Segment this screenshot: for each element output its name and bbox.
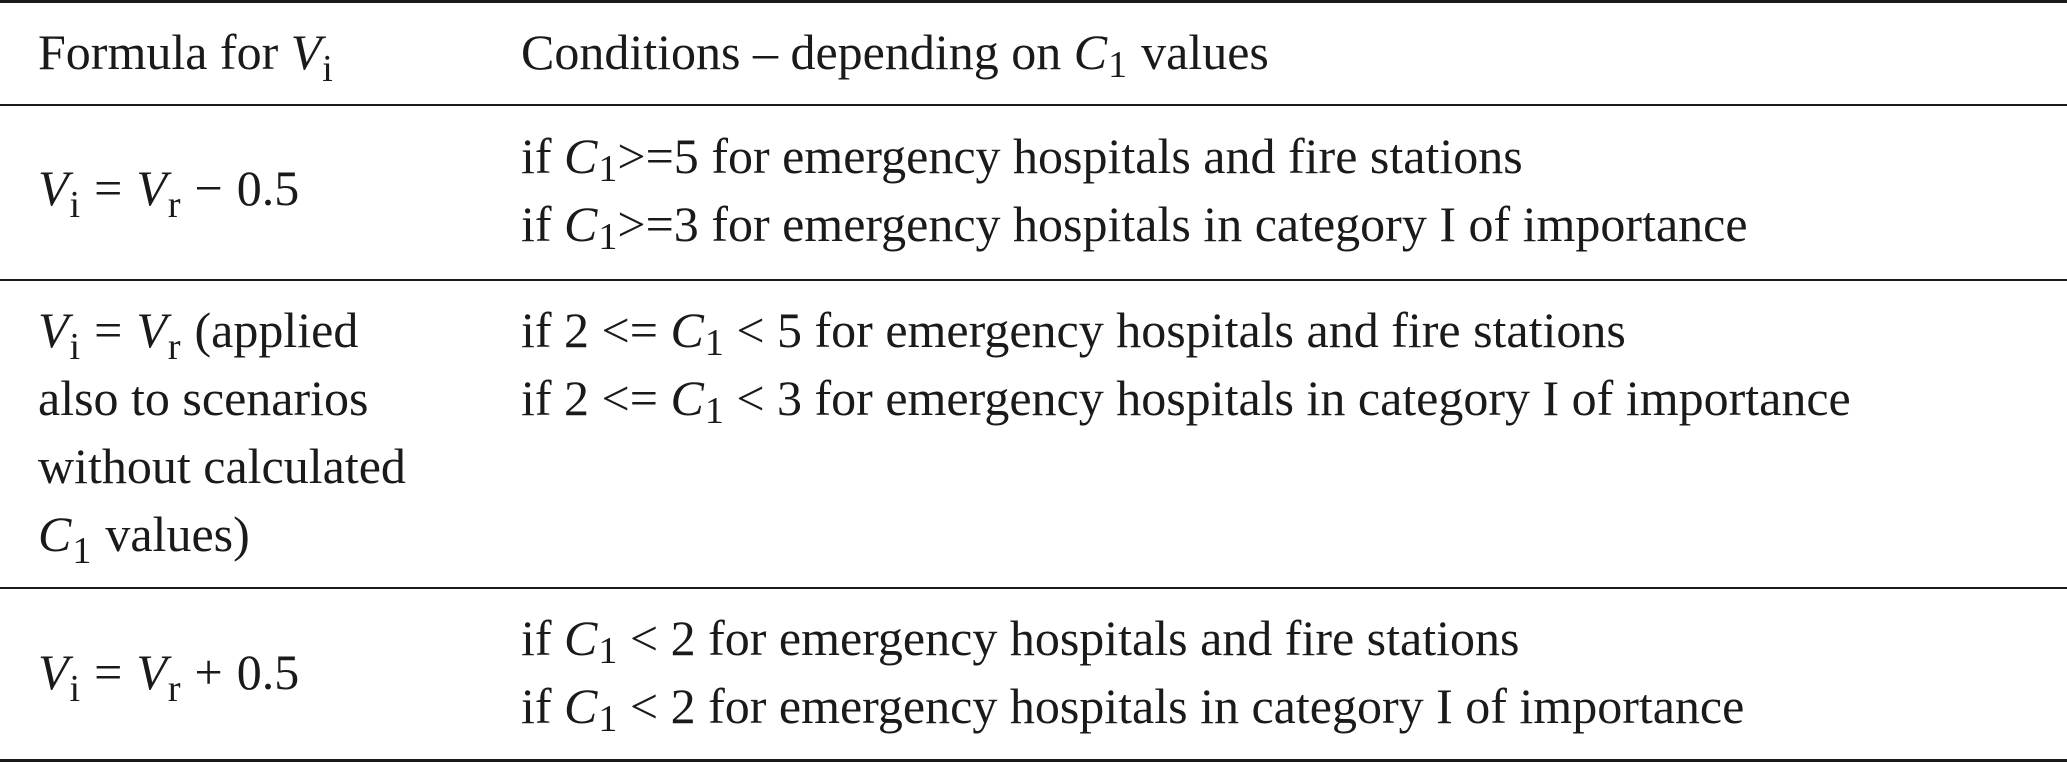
row2-condition-2 [521, 364, 1851, 432]
row1-rhs-var: V [136, 160, 167, 216]
row3-condition-1 [521, 604, 1744, 672]
cond-pre: if [521, 128, 565, 184]
cond-pre: if [521, 196, 565, 252]
header-formula-var: V [290, 24, 322, 80]
cond-sub: 1 [598, 698, 618, 740]
row3-lhs-sub: i [69, 668, 81, 710]
row2-lhs-var: V [38, 302, 69, 358]
row1-formula-cell [38, 154, 299, 227]
row1-rhs-sub: r [167, 184, 181, 226]
row3-lhs-var: V [38, 644, 69, 700]
cond-sub: 1 [704, 322, 724, 364]
header-formula-sub: i [322, 48, 333, 90]
row2-conditions-cell [521, 296, 1851, 432]
cond-var: C [564, 610, 598, 666]
cond-var: C [564, 128, 598, 184]
row1-conditions-cell [521, 122, 1748, 258]
cond-rel: < 5 [723, 302, 803, 358]
cond-pre: if [521, 610, 565, 666]
cond-var: C [670, 370, 704, 426]
row1-op: − [194, 160, 223, 216]
header-bottom-rule [0, 104, 2067, 106]
table-bottom-rule [0, 759, 2067, 762]
header-formula-text: Formula for [38, 24, 291, 80]
row3-rhs-sub: r [167, 668, 181, 710]
table-top-rule [0, 0, 2067, 3]
cond-sub: 1 [704, 390, 724, 432]
row1-condition-1 [521, 122, 1748, 190]
cond-rel: >=5 [617, 128, 699, 184]
row2-lhs-sub: i [69, 326, 81, 368]
row2-formula-line-4 [38, 500, 406, 572]
row1-condition-2 [521, 190, 1748, 258]
cond-pre: if 2 <= [521, 302, 671, 358]
cond-sub: 1 [598, 216, 618, 258]
cond-rel: < 3 [723, 370, 803, 426]
row1-eq: = [94, 160, 123, 216]
cond-pre: if 2 <= [521, 370, 671, 426]
cond-var: C [564, 196, 598, 252]
cond-post: for emergency hospitals in category I of importance [698, 196, 1748, 252]
cond-sub: 1 [598, 630, 618, 672]
row3-conditions-cell [521, 604, 1744, 740]
row3-formula-cell [38, 638, 299, 711]
cond-rel: >=3 [617, 196, 699, 252]
row2-eq: = [94, 302, 123, 358]
row2-note-4-post: values) [105, 506, 250, 562]
row2-formula-line-1 [38, 296, 406, 368]
header-conditions-post: values [1141, 24, 1269, 80]
cond-post: for emergency hospitals and fire stations [802, 302, 1626, 358]
row3-condition-2 [521, 672, 1744, 740]
row1-lhs-sub: i [69, 184, 81, 226]
cond-var: C [670, 302, 704, 358]
row2-formula-line-3: without calculated [38, 438, 406, 494]
row2-note-4-sub: 1 [72, 530, 92, 572]
header-formula-cell [38, 18, 333, 91]
cond-sub: 1 [598, 148, 618, 190]
row2-rhs-sub: r [167, 326, 181, 368]
row3-num: 0.5 [236, 644, 300, 700]
cond-post: for emergency hospitals and fire stations [698, 128, 1523, 184]
row2-condition-1 [521, 296, 1851, 364]
cond-pre: if [521, 678, 565, 734]
row-divider-1 [0, 279, 2067, 281]
row3-op: + [194, 644, 223, 700]
row3-rhs-var: V [136, 644, 167, 700]
row1-lhs-var: V [38, 160, 69, 216]
row2-note-1: (applied [194, 302, 359, 358]
row1-num: 0.5 [236, 160, 300, 216]
cond-rel: < 2 [617, 610, 696, 666]
row2-note-4-var: C [38, 506, 72, 562]
row3-eq: = [94, 644, 123, 700]
header-conditions-cell [521, 18, 1269, 91]
cond-post: for emergency hospitals in category I of importance [695, 678, 1745, 734]
cond-post: for emergency hospitals and fire stations [695, 610, 1520, 666]
header-conditions-var: C [1073, 24, 1108, 80]
row-divider-2 [0, 587, 2067, 589]
cond-var: C [564, 678, 598, 734]
header-conditions-text: Conditions – depending on [521, 24, 1074, 80]
cond-post: for emergency hospitals in category I of importance [802, 370, 1851, 426]
row2-rhs-var: V [136, 302, 167, 358]
cond-rel: < 2 [617, 678, 696, 734]
row2-formula-line-2: also to scenarios [38, 370, 369, 426]
row2-formula-cell [38, 296, 406, 572]
header-conditions-sub: 1 [1108, 44, 1128, 86]
